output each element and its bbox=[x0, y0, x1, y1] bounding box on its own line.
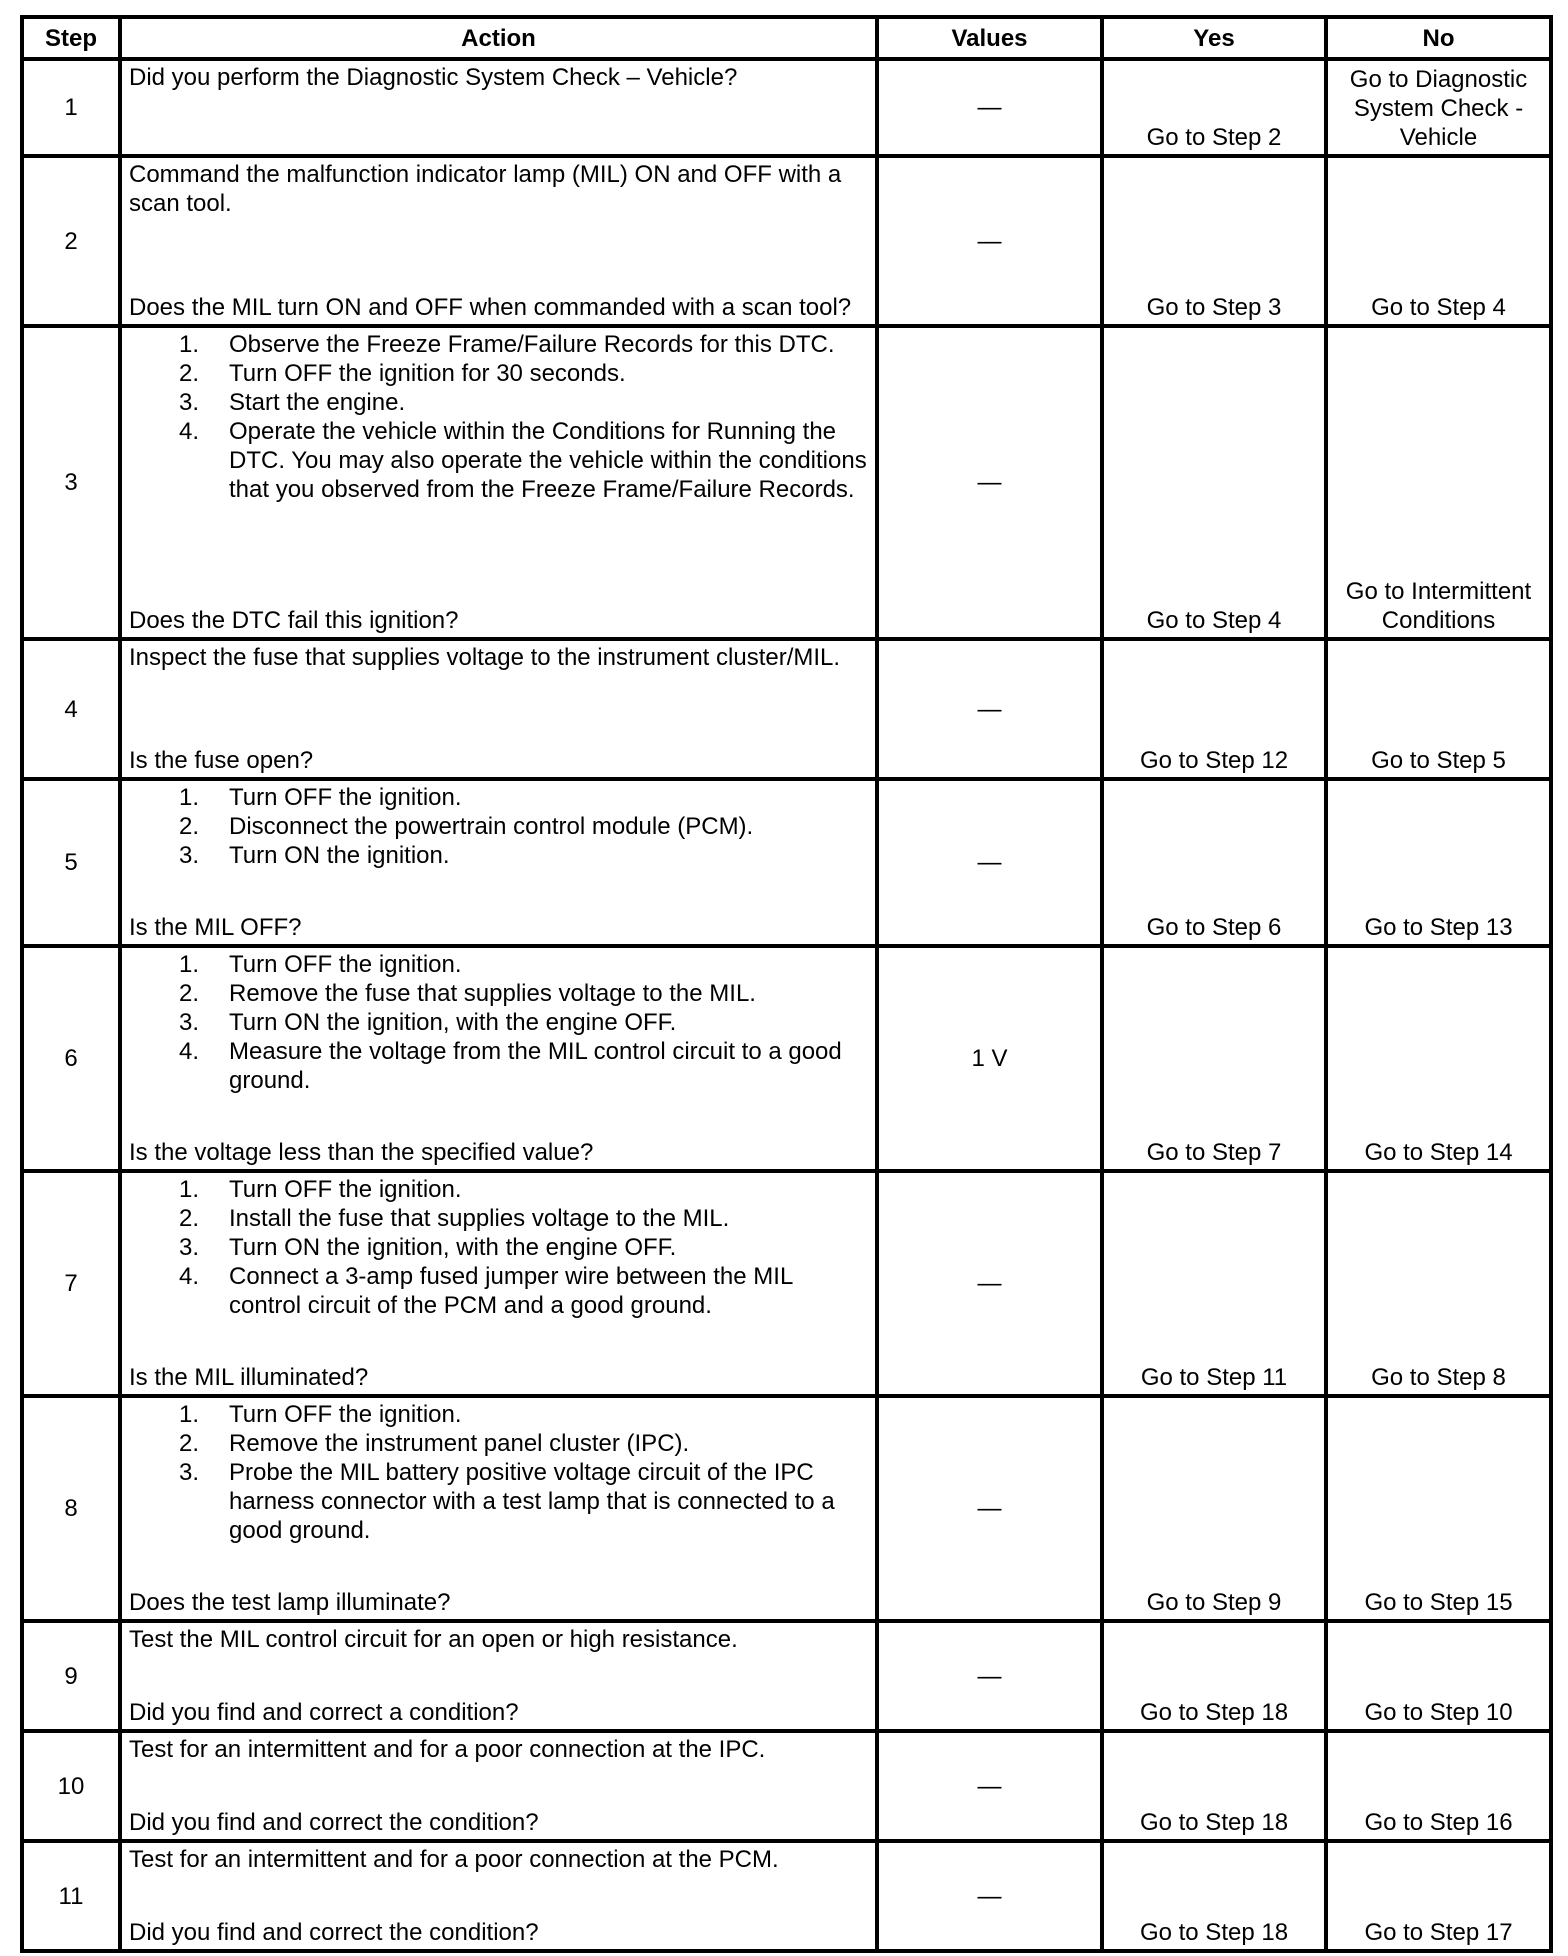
action-step-text: Turn OFF the ignition. bbox=[229, 1401, 462, 1428]
action-question: Did you find and correct a condition? bbox=[129, 1699, 519, 1726]
action-cell bbox=[120, 1171, 877, 1396]
yes-result: Go to Step 9 bbox=[1102, 1396, 1326, 1621]
action-step-number: 3. bbox=[179, 1459, 200, 1486]
action-step-number: 1. bbox=[179, 784, 200, 811]
action-cell bbox=[120, 59, 877, 156]
action-step-item bbox=[129, 1204, 867, 1233]
table-row bbox=[22, 156, 1551, 326]
header-row bbox=[22, 17, 1551, 59]
yes-result: Go to Step 7 bbox=[1102, 946, 1326, 1171]
yes-result: Go to Step 6 bbox=[1102, 779, 1326, 946]
step-number: 11 bbox=[22, 1841, 120, 1951]
action-intro: Test for an intermittent and for a poor connection at the IPC. bbox=[129, 1736, 766, 1763]
yes-result: Go to Step 4 bbox=[1102, 326, 1326, 639]
action-step-text: Remove the instrument panel cluster (IPC). bbox=[229, 1430, 690, 1457]
no-result: Go to Step 14 bbox=[1326, 946, 1551, 1171]
yes-result: Go to Step 2 bbox=[1102, 59, 1326, 156]
action-steps-list bbox=[129, 1175, 867, 1320]
step-number: 9 bbox=[22, 1621, 120, 1731]
action-step-item bbox=[129, 979, 867, 1008]
action-step-number: 1. bbox=[179, 331, 200, 358]
table-row bbox=[22, 946, 1551, 1171]
action-intro: Did you perform the Diagnostic System Check – Vehicle? bbox=[129, 64, 738, 91]
action-step-item bbox=[129, 841, 867, 870]
value-cell: — bbox=[877, 326, 1102, 639]
action-step-text: Turn OFF the ignition. bbox=[229, 951, 462, 978]
value-cell: — bbox=[877, 59, 1102, 156]
action-step-item bbox=[129, 330, 867, 359]
action-step-number: 1. bbox=[179, 1401, 200, 1428]
action-step-text: Probe the MIL battery positive voltage circuit of the IPC harness connector with a test lamp that is connected to a good ground. bbox=[229, 1459, 835, 1544]
yes-result: Go to Step 18 bbox=[1102, 1841, 1326, 1951]
action-instructions bbox=[129, 63, 867, 92]
action-cell bbox=[120, 326, 877, 639]
action-instructions bbox=[129, 643, 867, 672]
action-cell bbox=[120, 1396, 877, 1621]
action-step-number: 1. bbox=[179, 951, 200, 978]
action-instructions bbox=[129, 1625, 867, 1654]
step-number: 1 bbox=[22, 59, 120, 156]
action-cell bbox=[120, 639, 877, 779]
action-step-text: Operate the vehicle within the Conditions for Running the DTC. You may also operate the vehicle within the conditions that you observed from the Freeze Frame/Failure Records. bbox=[229, 418, 867, 503]
value-cell: — bbox=[877, 639, 1102, 779]
step-number: 5 bbox=[22, 779, 120, 946]
action-step-item bbox=[129, 359, 867, 388]
action-question: Is the fuse open? bbox=[129, 747, 314, 774]
action-cell bbox=[120, 1621, 877, 1731]
yes-result: Go to Step 18 bbox=[1102, 1621, 1326, 1731]
action-step-number: 3. bbox=[179, 389, 200, 416]
yes-result: Go to Step 12 bbox=[1102, 639, 1326, 779]
table-row bbox=[22, 1396, 1551, 1621]
table-row bbox=[22, 1621, 1551, 1731]
step-number: 8 bbox=[22, 1396, 120, 1621]
action-instructions bbox=[129, 783, 867, 870]
action-step-text: Start the engine. bbox=[229, 389, 406, 416]
table-row bbox=[22, 59, 1551, 156]
action-cell bbox=[120, 1841, 877, 1951]
action-step-number: 2. bbox=[179, 813, 200, 840]
no-result: Go to Step 8 bbox=[1326, 1171, 1551, 1396]
table-body bbox=[22, 59, 1551, 1951]
action-step-number: 2. bbox=[179, 1205, 200, 1232]
yes-result: Go to Step 11 bbox=[1102, 1171, 1326, 1396]
value-cell: — bbox=[877, 1621, 1102, 1731]
action-step-number: 3. bbox=[179, 1009, 200, 1036]
value-cell: — bbox=[877, 1171, 1102, 1396]
action-steps-list bbox=[129, 1400, 867, 1545]
action-cell bbox=[120, 779, 877, 946]
action-instructions bbox=[129, 1845, 867, 1874]
value-cell: — bbox=[877, 1731, 1102, 1841]
table-row bbox=[22, 779, 1551, 946]
action-steps-list bbox=[129, 330, 867, 504]
action-cell bbox=[120, 946, 877, 1171]
action-step-item bbox=[129, 1429, 867, 1458]
no-result: Go to Step 16 bbox=[1326, 1731, 1551, 1841]
action-step-item bbox=[129, 1262, 867, 1320]
no-result: Go to Step 5 bbox=[1326, 639, 1551, 779]
no-result: Go to Step 13 bbox=[1326, 779, 1551, 946]
action-step-number: 2. bbox=[179, 360, 200, 387]
action-instructions bbox=[129, 1735, 867, 1764]
action-question: Is the voltage less than the specified value? bbox=[129, 1139, 594, 1166]
header-action: Action bbox=[120, 17, 877, 59]
action-step-number: 4. bbox=[179, 1263, 200, 1290]
header-yes: Yes bbox=[1102, 17, 1326, 59]
action-step-text: Observe the Freeze Frame/Failure Records for this DTC. bbox=[229, 331, 835, 358]
step-number: 7 bbox=[22, 1171, 120, 1396]
action-step-text: Connect a 3-amp fused jumper wire between the MIL control circuit of the PCM and a good ground. bbox=[229, 1263, 793, 1319]
action-step-number: 2. bbox=[179, 1430, 200, 1457]
action-steps-list bbox=[129, 950, 867, 1095]
action-step-number: 4. bbox=[179, 1038, 200, 1065]
action-step-item bbox=[129, 783, 867, 812]
value-cell: — bbox=[877, 1841, 1102, 1951]
action-step-number: 1. bbox=[179, 1176, 200, 1203]
action-step-text: Turn OFF the ignition. bbox=[229, 784, 462, 811]
action-step-item bbox=[129, 1008, 867, 1037]
yes-result: Go to Step 18 bbox=[1102, 1731, 1326, 1841]
action-step-item bbox=[129, 1233, 867, 1262]
action-question: Is the MIL OFF? bbox=[129, 914, 302, 941]
action-instructions bbox=[129, 950, 867, 1095]
action-step-item bbox=[129, 1400, 867, 1429]
action-steps-list bbox=[129, 783, 867, 870]
step-number: 2 bbox=[22, 156, 120, 326]
action-instructions bbox=[129, 1175, 867, 1320]
action-step-item bbox=[129, 950, 867, 979]
action-instructions bbox=[129, 330, 867, 504]
no-result: Go to Step 4 bbox=[1326, 156, 1551, 326]
header-no: No bbox=[1326, 17, 1551, 59]
action-step-text: Turn ON the ignition. bbox=[229, 842, 450, 869]
action-instructions bbox=[129, 160, 867, 218]
action-step-text: Remove the fuse that supplies voltage to the MIL. bbox=[229, 980, 756, 1007]
action-question: Does the test lamp illuminate? bbox=[129, 1589, 451, 1616]
action-step-text: Turn ON the ignition, with the engine OFF. bbox=[229, 1009, 677, 1036]
action-step-text: Disconnect the powertrain control module (PCM). bbox=[229, 813, 754, 840]
no-result: Go to Step 10 bbox=[1326, 1621, 1551, 1731]
action-question: Does the DTC fail this ignition? bbox=[129, 607, 459, 634]
action-intro: Command the malfunction indicator lamp (MIL) ON and OFF with a scan tool. bbox=[129, 161, 842, 217]
table-row bbox=[22, 326, 1551, 639]
action-step-item bbox=[129, 1458, 867, 1545]
action-step-item bbox=[129, 417, 867, 504]
action-step-item bbox=[129, 1175, 867, 1204]
diagnostic-table bbox=[20, 15, 1553, 1953]
action-step-item bbox=[129, 1037, 867, 1095]
action-step-number: 3. bbox=[179, 842, 200, 869]
no-result: Go to Diagnostic System Check - Vehicle bbox=[1326, 59, 1551, 156]
action-step-text: Install the fuse that supplies voltage to the MIL. bbox=[229, 1205, 730, 1232]
action-intro: Inspect the fuse that supplies voltage to the instrument cluster/MIL. bbox=[129, 644, 841, 671]
action-step-text: Turn OFF the ignition. bbox=[229, 1176, 462, 1203]
action-step-item bbox=[129, 388, 867, 417]
no-result: Go to Step 15 bbox=[1326, 1396, 1551, 1621]
table-row bbox=[22, 639, 1551, 779]
no-result: Go to Step 17 bbox=[1326, 1841, 1551, 1951]
action-step-text: Turn OFF the ignition for 30 seconds. bbox=[229, 360, 626, 387]
action-step-item bbox=[129, 812, 867, 841]
step-number: 4 bbox=[22, 639, 120, 779]
action-step-text: Measure the voltage from the MIL control circuit to a good ground. bbox=[229, 1038, 842, 1094]
action-instructions bbox=[129, 1400, 867, 1545]
step-number: 6 bbox=[22, 946, 120, 1171]
action-cell bbox=[120, 156, 877, 326]
table-row bbox=[22, 1731, 1551, 1841]
action-cell bbox=[120, 1731, 877, 1841]
action-intro: Test the MIL control circuit for an open or high resistance. bbox=[129, 1626, 738, 1653]
action-question: Is the MIL illuminated? bbox=[129, 1364, 369, 1391]
value-cell: 1 V bbox=[877, 946, 1102, 1171]
action-step-number: 4. bbox=[179, 418, 200, 445]
action-intro: Test for an intermittent and for a poor connection at the PCM. bbox=[129, 1846, 779, 1873]
action-step-text: Turn ON the ignition, with the engine OFF. bbox=[229, 1234, 677, 1261]
table-row bbox=[22, 1171, 1551, 1396]
table-row bbox=[22, 1841, 1551, 1951]
yes-result: Go to Step 3 bbox=[1102, 156, 1326, 326]
no-result: Go to Intermittent Conditions bbox=[1326, 326, 1551, 639]
header-step: Step bbox=[22, 17, 120, 59]
value-cell: — bbox=[877, 779, 1102, 946]
action-question: Did you find and correct the condition? bbox=[129, 1809, 539, 1836]
value-cell: — bbox=[877, 156, 1102, 326]
action-question: Does the MIL turn ON and OFF when commanded with a scan tool? bbox=[129, 294, 852, 321]
action-question: Did you find and correct the condition? bbox=[129, 1919, 539, 1946]
value-cell: — bbox=[877, 1396, 1102, 1621]
action-step-number: 2. bbox=[179, 980, 200, 1007]
step-number: 3 bbox=[22, 326, 120, 639]
step-number: 10 bbox=[22, 1731, 120, 1841]
action-step-number: 3. bbox=[179, 1234, 200, 1261]
header-values: Values bbox=[877, 17, 1102, 59]
